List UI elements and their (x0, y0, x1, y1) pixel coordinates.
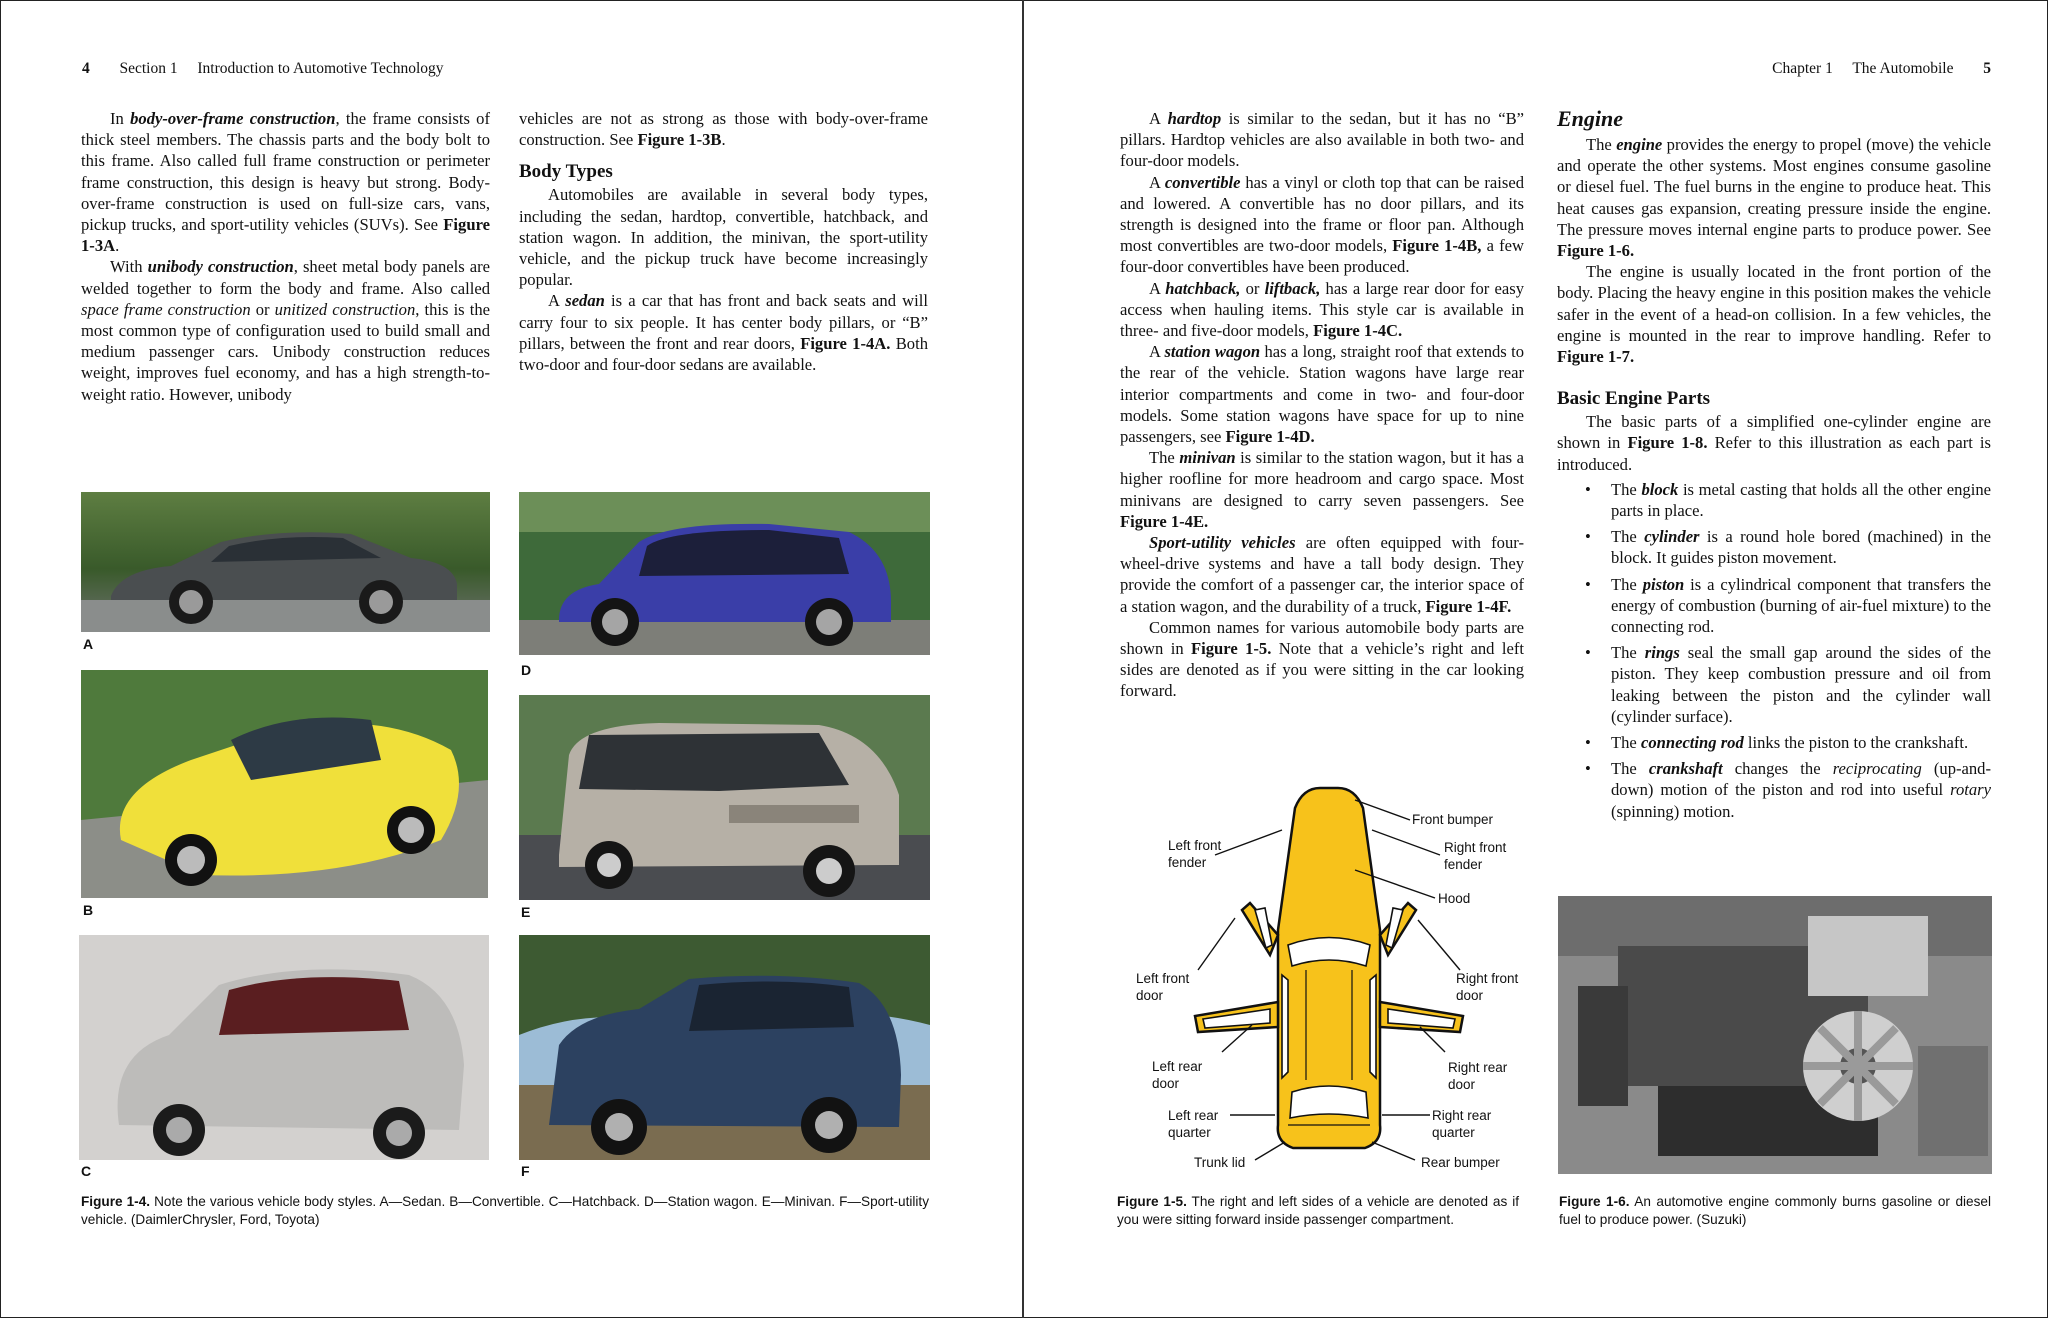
paragraph: Automobiles are available in several body types, including the sedan, hardtop, convertible, hatchback, and station wagon. In addition, the minivan, the sport-utility vehicle, and the pickup truck have become increasingly popular. (519, 185, 928, 290)
label-right-rear-quarter-2: quarter (1432, 1125, 1475, 1140)
label-left-front-fender-2: fender (1168, 855, 1207, 870)
label-right-front-fender-1: Right front (1444, 840, 1507, 855)
label-left-front-door-1: Left front (1136, 971, 1190, 986)
right-side-glass (1370, 975, 1376, 1078)
section-heading: Body Types (519, 161, 613, 183)
label-left-rear-quarter-1: Left rear (1168, 1108, 1219, 1123)
chapter-title: The Automobile (1852, 60, 1954, 77)
left-column-2 (519, 108, 928, 375)
right-page (1024, 0, 2048, 1318)
label-left-rear-door-1: Left rear (1152, 1059, 1203, 1074)
left-page (0, 0, 1022, 1318)
figure-1-6-caption: Figure 1-6. An automotive engine commonly burns gasoline or diesel fuel to produce power. (Suzuki) (1559, 1194, 1991, 1227)
chapter-label: Chapter 1 (1772, 60, 1833, 77)
section-label: Section 1 (119, 60, 178, 77)
section-heading-engine: Engine (1557, 106, 1624, 131)
paragraph: A sedan is a car that has front and back seats and will carry four to six people. It has center body pillars, or “B” pillars, between the front and rear doors, Figure 1-4A. Both two-door and four-door sedans are available. (519, 291, 928, 375)
paragraph: Sport-utility vehicles are often equipped with four-wheel-drive systems and have a tall body design. They provide the comfort of a passenger car, the interior space of a station wagon, and the durability of a truck, Figure 1-4F. (1120, 533, 1524, 616)
list-item: • The piston is a cylindrical component that transfers the energy of combustion (burning of air-fuel mixture) to the connecting rod. (1557, 574, 1991, 638)
photo-label-c: C (81, 1163, 92, 1179)
page-number: 4 (82, 60, 90, 77)
right-running-header (1772, 60, 1991, 78)
label-left-front-door-2: door (1136, 988, 1164, 1003)
paragraph: vehicles are not as strong as those with body-over-frame construction. See Figure 1-3B. (519, 109, 928, 150)
paragraph: With unibody construction, sheet metal body panels are welded together to form the body and frame. Also called space frame construction or unitized construction, this is the most common type of configuration used to build small and medium passenger cars. Unibody construction reduces weight, improves fuel economy, and has a high strength-to-weight ratio. However, unibody (81, 257, 491, 404)
photo-label-d: D (521, 662, 532, 678)
label-left-rear-door-2: door (1152, 1076, 1180, 1091)
photo-suv (519, 935, 930, 1160)
list-item: • The connecting rod links the piston to the crankshaft. (1557, 732, 1991, 753)
photo-engine (1558, 896, 1992, 1174)
figure-1-5-caption: Figure 1-5. The right and left sides of a vehicle are denoted as if you were sitting forward inside passenger compartment. (1117, 1194, 1519, 1227)
list-item: • The block is metal casting that holds all the other engine parts in place. (1557, 479, 1991, 521)
photo-convertible (81, 670, 488, 898)
photo-minivan (519, 695, 930, 900)
list-item: • The cylinder is a round hole bored (machined) in the block. It guides piston movement. (1557, 526, 1991, 568)
engine-parts-list (1557, 479, 1991, 822)
figure-1-4-caption: Figure 1-4. Note the various vehicle body styles. A—Sedan. B—Convertible. C—Hatchback. D—Station wagon. E—Minivan. F—Sport-utility vehicle. (DaimlerChrysler, Ford, Toyota) (81, 1194, 929, 1227)
paragraph: A convertible has a vinyl or cloth top that can be raised and lowered. A convertible has no door pillars, and its strength is designed into the frame or floor pan. Although most convertibles are two-door models, Figure 1-4B, a few four-door convertibles have been produced. (1120, 172, 1524, 277)
paragraph: Common names for various automobile body parts are shown in Figure 1-5. Note that a vehicle’s right and left sides are denoted as if you were sitting in the car looking forward. (1120, 617, 1524, 701)
photo-station-wagon (519, 492, 930, 655)
page-number: 5 (1983, 60, 1991, 77)
paragraph: The engine is usually located in the front portion of the body. Placing the heavy engine in this position makes the vehicle safer in the event of a head-on collision. In a few vehicles, the engine is mounted in the rear to improve handling. Refer to Figure 1-7. (1557, 262, 1991, 367)
label-trunk-lid: Trunk lid (1194, 1155, 1246, 1170)
paragraph: A hatchback, or liftback, has a large rear door for easy access when hauling items. This style car is available in three- and five-door models, Figure 1-4C. (1120, 278, 1524, 341)
photo-label-f: F (521, 1163, 530, 1179)
label-right-rear-quarter-1: Right rear (1432, 1108, 1492, 1123)
label-front-bumper: Front bumper (1412, 812, 1494, 827)
label-right-front-fender-2: fender (1444, 857, 1483, 872)
subsection-heading: Basic Engine Parts (1557, 388, 1711, 410)
list-item: • The rings seal the small gap around the sides of the piston. They keep combustion pressure and oil from leaking between the piston and the cylinder wall (cylinder surface). (1557, 642, 1991, 727)
left-column-1 (81, 108, 490, 405)
photo-hatchback (79, 935, 489, 1160)
right-column-1 (1120, 108, 1524, 702)
rear-window (1290, 1086, 1368, 1118)
paragraph: In body-over-frame construction, the frame consists of thick steel members. The chassis parts and the body bolt to this frame. Also called full frame construction or perimeter frame construction, this design is heavy but strong. Body-over-frame construction is used on full-size cars, vans, pickup trucks, and sport-utility vehicles (SUVs). See Figure 1-3A. (81, 109, 490, 256)
paragraph: The engine provides the energy to propel (move) the vehicle and operate the other systems. Most engines consume gasoline or diesel fuel. The fuel burns in the engine to produce heat. This heat causes gas expansion, creating pressure inside the engine. The pressure moves internal engine parts to produce power. See Figure 1-6. (1557, 135, 1991, 261)
photo-sedan (81, 492, 490, 632)
section-title: Introduction to Automotive Technology (197, 60, 444, 77)
figure-1-5-diagram (1110, 780, 1540, 1180)
paragraph: The basic parts of a simplified one-cylinder engine are shown in Figure 1-8. Refer to this illustration as each part is introduced. (1557, 412, 1991, 474)
label-right-front-door-2: door (1456, 988, 1484, 1003)
label-right-front-door-1: Right front (1456, 971, 1519, 986)
paragraph: The minivan is similar to the station wagon, but it has a higher roofline for more headroom and cargo space. Most minivans are designed to carry seven passengers. See Figure 1-4E. (1120, 448, 1524, 531)
right-column-2 (1557, 106, 1991, 827)
left-side-glass (1282, 975, 1288, 1078)
label-hood: Hood (1438, 891, 1471, 906)
paragraph: A hardtop is similar to the sedan, but it has no “B” pillars. Hardtop vehicles are also available in both two- and four-door models. (1120, 109, 1524, 171)
photo-label-a: A (83, 636, 94, 652)
label-left-rear-quarter-2: quarter (1168, 1125, 1211, 1140)
label-right-rear-door-1: Right rear (1448, 1060, 1508, 1075)
label-right-rear-door-2: door (1448, 1077, 1476, 1092)
list-item: • The crankshaft changes the reciprocating (up-and-down) motion of the piston and rod into useful rotary (spinning) motion. (1557, 758, 1991, 822)
paragraph: A station wagon has a long, straight roof that extends to the rear of the vehicle. Station wagons have large rear interior compartments and come in two- and four-door models. Some station wagons have space for up to nine passengers, see Figure 1-4D. (1120, 342, 1525, 447)
left-running-header (82, 60, 444, 78)
photo-label-e: E (521, 904, 531, 920)
photo-label-b: B (83, 902, 94, 918)
label-left-front-fender-1: Left front (1168, 838, 1222, 853)
label-rear-bumper: Rear bumper (1421, 1155, 1500, 1170)
